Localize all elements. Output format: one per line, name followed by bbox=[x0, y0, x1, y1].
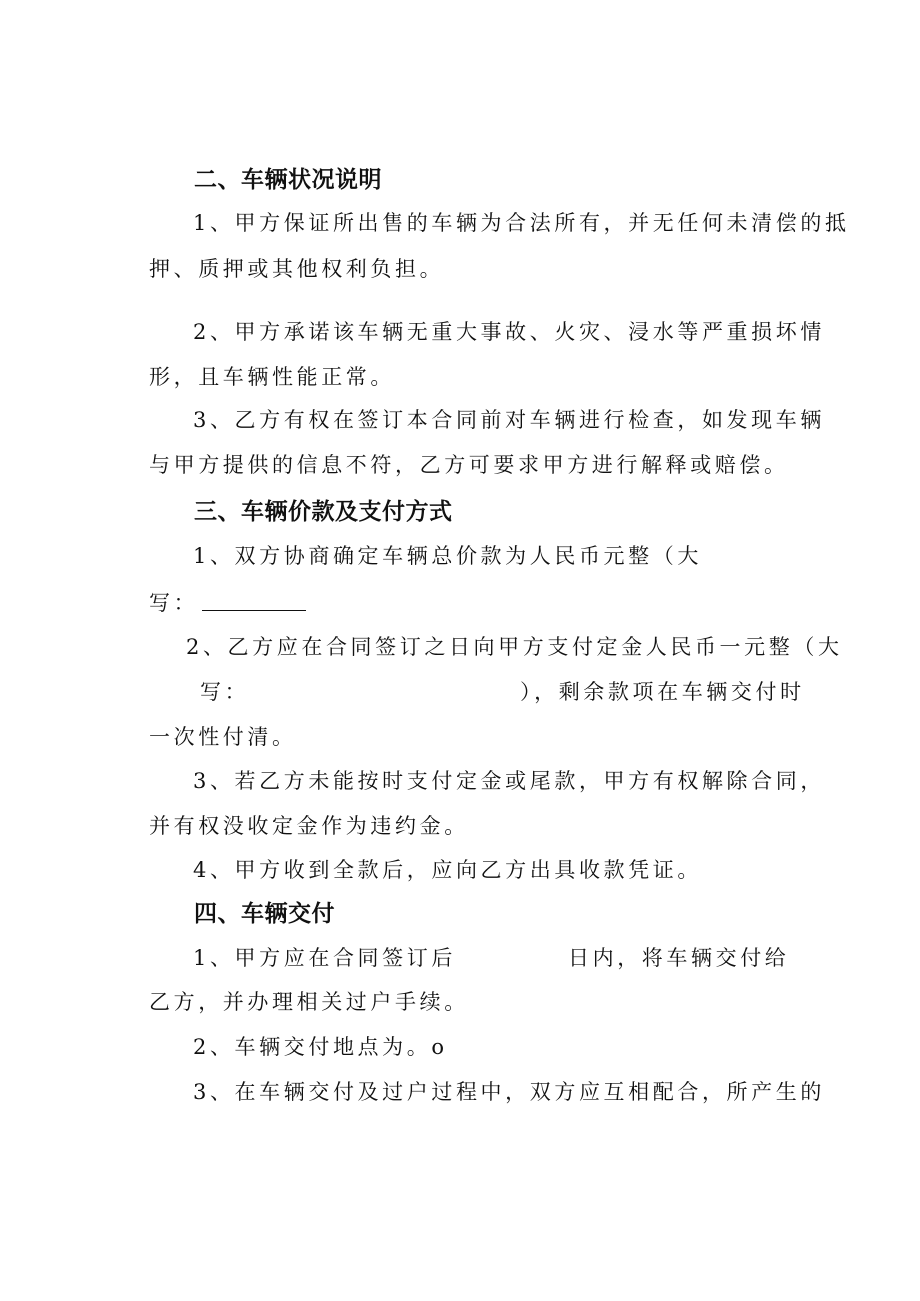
clause-3-3-line-1: 3、若乙方未能按时支付定金或尾款，甲方有权解除合同， bbox=[193, 769, 825, 793]
clause-3-2-line-2-start: 写： bbox=[200, 680, 250, 704]
clause-3-1-line-2: 写： bbox=[149, 591, 199, 615]
section-3-heading: 三、车辆价款及支付方式 bbox=[194, 499, 453, 525]
amount-in-words-blank bbox=[202, 610, 306, 611]
clause-3-4-line-1: 4、甲方收到全款后，应向乙方出具收款凭证。 bbox=[193, 858, 702, 882]
clause-3-2-line-3: 一次性付清。 bbox=[149, 725, 297, 749]
clause-2-1-line-1: 1、甲方保证所出售的车辆为合法所有，并无任何未清偿的抵 bbox=[193, 211, 850, 235]
clause-2-2-line-1: 2、甲方承诺该车辆无重大事故、火灾、浸水等严重损坏情 bbox=[193, 320, 825, 344]
clause-4-1-line-1-end: 日内，将车辆交付给 bbox=[568, 946, 790, 970]
clause-3-2-line-2-end: ），剩余款项在车辆交付时 bbox=[520, 680, 805, 704]
section-2-heading: 二、车辆状况说明 bbox=[194, 167, 382, 193]
clause-4-1-line-1-start: 1、甲方应在合同签订后 bbox=[193, 946, 456, 970]
clause-2-1-line-2: 押、质押或其他权利负担。 bbox=[149, 257, 445, 281]
clause-3-2-line-1: 2、乙方应在合同签订之日向甲方支付定金人民币一元整（大 bbox=[186, 635, 843, 659]
clause-4-2-line-1: 2、车辆交付地点为。o bbox=[193, 1035, 448, 1059]
clause-4-1-line-2: 乙方，并办理相关过户手续。 bbox=[149, 990, 469, 1014]
clause-3-1-line-1: 1、双方协商确定车辆总价款为人民币元整（大 bbox=[193, 544, 702, 568]
clause-4-3-line-1: 3、在车辆交付及过户过程中，双方应互相配合，所产生的 bbox=[193, 1080, 825, 1104]
clause-2-2-line-2: 形，且车辆性能正常。 bbox=[149, 365, 395, 389]
clause-2-3-line-2: 与甲方提供的信息不符，乙方可要求甲方进行解释或赔偿。 bbox=[149, 453, 789, 477]
clause-2-3-line-1: 3、乙方有权在签订本合同前对车辆进行检查，如发现车辆 bbox=[193, 408, 825, 432]
clause-3-3-line-2: 并有权没收定金作为违约金。 bbox=[149, 814, 469, 838]
section-4-heading: 四、车辆交付 bbox=[194, 901, 335, 927]
